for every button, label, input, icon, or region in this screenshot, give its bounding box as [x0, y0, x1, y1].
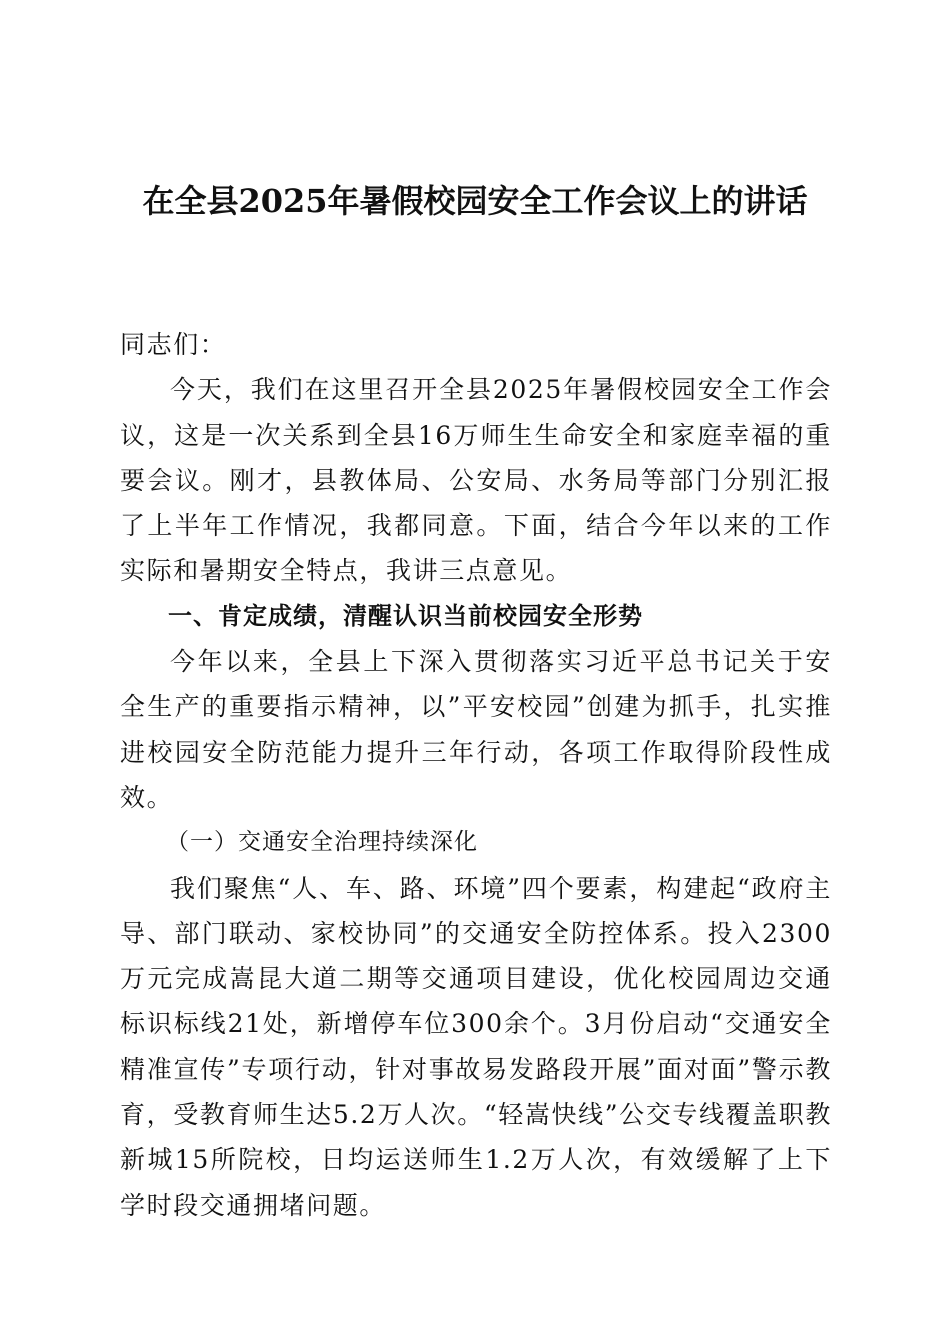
subsection-1-paragraph: 我们聚焦“人、车、路、环境”四个要素，构建起“政府主导、部门联动、家校协同”的交通安全防控体系。投入2300万元完成嵩昆大道二期等交通项目建设，优化校园周边交通标识标线21处，新增停车位300余个。3月份启动“交通安全精准宣传”专项行动，针对事故易发路段开展”面对面”警示教育，受教育师生达5.2万人次。“轻嵩快线”公交专线覆盖职教新城15所院校，日均运送师生1.2万人次，有效缓解了上下学时段交通拥堵问题。	[120, 873, 832, 1220]
intro-paragraph: 今天，我们在这里召开全县2025年暑假校园安全工作会议，这是一次关系到全县16万师生生命安全和家庭幸福的重要会议。刚才，县教体局、公安局、水务局等部门分别汇报了上半年工作情况，我都同意。下面，结合今年以来的工作实际和暑期安全特点，我讲三点意见。	[120, 375, 832, 586]
document-body	[120, 322, 832, 1228]
subsection-heading-1: （一）交通安全治理持续深化	[166, 829, 478, 856]
salutation: 同志们：	[120, 330, 227, 359]
section-1-paragraph: 今年以来，全县上下深入贯彻落实习近平总书记关于安全生产的重要指示精神，以”平安校园”创建为抓手，扎实推进校园安全防范能力提升三年行动，各项工作取得阶段性成效。	[120, 647, 832, 812]
document-title: 在全县2025年暑假校园安全工作会议上的讲话	[142, 182, 808, 220]
section-heading-1: 一、肯定成绩，清醒认识当前校园安全形势	[168, 601, 643, 630]
